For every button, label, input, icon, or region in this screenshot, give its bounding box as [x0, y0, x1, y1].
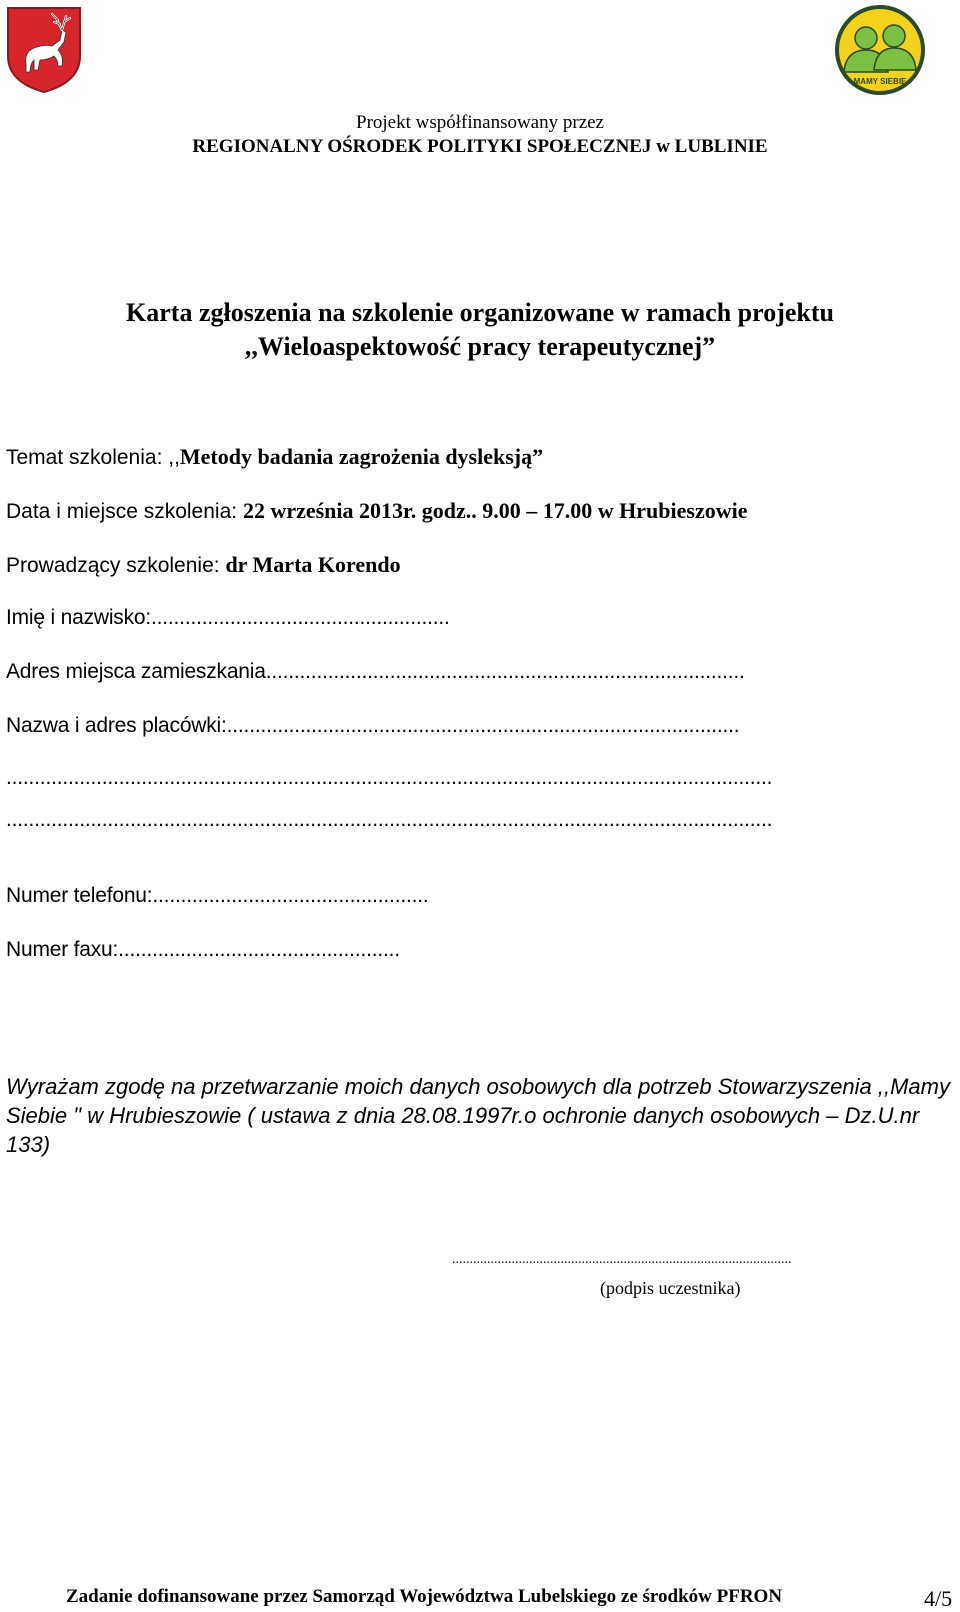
address-field[interactable]: Adres miejsca zamieszkania.....................................................................................	[6, 660, 745, 683]
page-number: 4/5	[924, 1586, 953, 1611]
form-title: Karta zgłoszenia na szkolenie organizowane w ramach projektu	[126, 298, 834, 327]
topic-label: Temat szkolenia: ,,	[6, 446, 180, 469]
mamy-siebie-logo	[828, 4, 932, 96]
institution-continuation-line[interactable]: ........................................................................................................................................	[6, 766, 773, 789]
header-cofinanced-line: Projekt współfinansowany przez	[356, 112, 604, 133]
date-value: 22 września 2013r. godz.. 9.00 – 17.00 w Hrubieszowie	[242, 498, 748, 523]
header-organization-line: REGIONALNY OŚRODEK POLITYKI SPOŁECZNEJ w LUBLINIE	[192, 136, 768, 157]
institution-continuation-line[interactable]: ........................................................................................................................................	[6, 808, 773, 831]
fax-field[interactable]: Numer faxu:..................................................	[6, 938, 400, 961]
training-topic-row	[6, 444, 543, 470]
signature-label: (podpis uczestnika)	[600, 1278, 741, 1298]
phone-field[interactable]: Numer telefonu:.................................................	[6, 884, 429, 907]
logo-text: MAMY SIEBIE	[853, 77, 907, 86]
lublin-coat-of-arms-logo	[4, 4, 84, 94]
name-field[interactable]: Imię i nazwisko:.....................................................	[6, 606, 450, 629]
topic-value: Metody badania zagrożenia dysleksją”	[179, 444, 544, 469]
trainer-label: Prowadzący szkolenie:	[6, 554, 226, 577]
project-name: ,,Wieloaspektowość pracy terapeutycznej”	[244, 332, 716, 361]
trainer-row	[6, 552, 401, 578]
trainer-value: dr Marta Korendo	[225, 552, 401, 577]
date-label: Data i miejsce szkolenia:	[6, 500, 243, 523]
signature-line[interactable]: .................................................................................................	[452, 1252, 792, 1267]
footer-funding-note: Zadanie dofinansowane przez Samorząd Województwa Lubelskiego ze środków PFRON	[66, 1586, 783, 1607]
institution-field[interactable]: Nazwa i adres placówki:...........................................................................................	[6, 714, 740, 737]
training-date-row	[6, 498, 747, 524]
data-consent-statement: Wyrażam zgodę na przetwarzanie moich danych osobowych dla potrzeb Stowarzyszenia ,,Mamy Siebie " w Hrubieszowie ( ustawa z dnia 28.08.1997r.o ochronie danych osobowych – Dz.U.nr 133)	[6, 1074, 950, 1157]
